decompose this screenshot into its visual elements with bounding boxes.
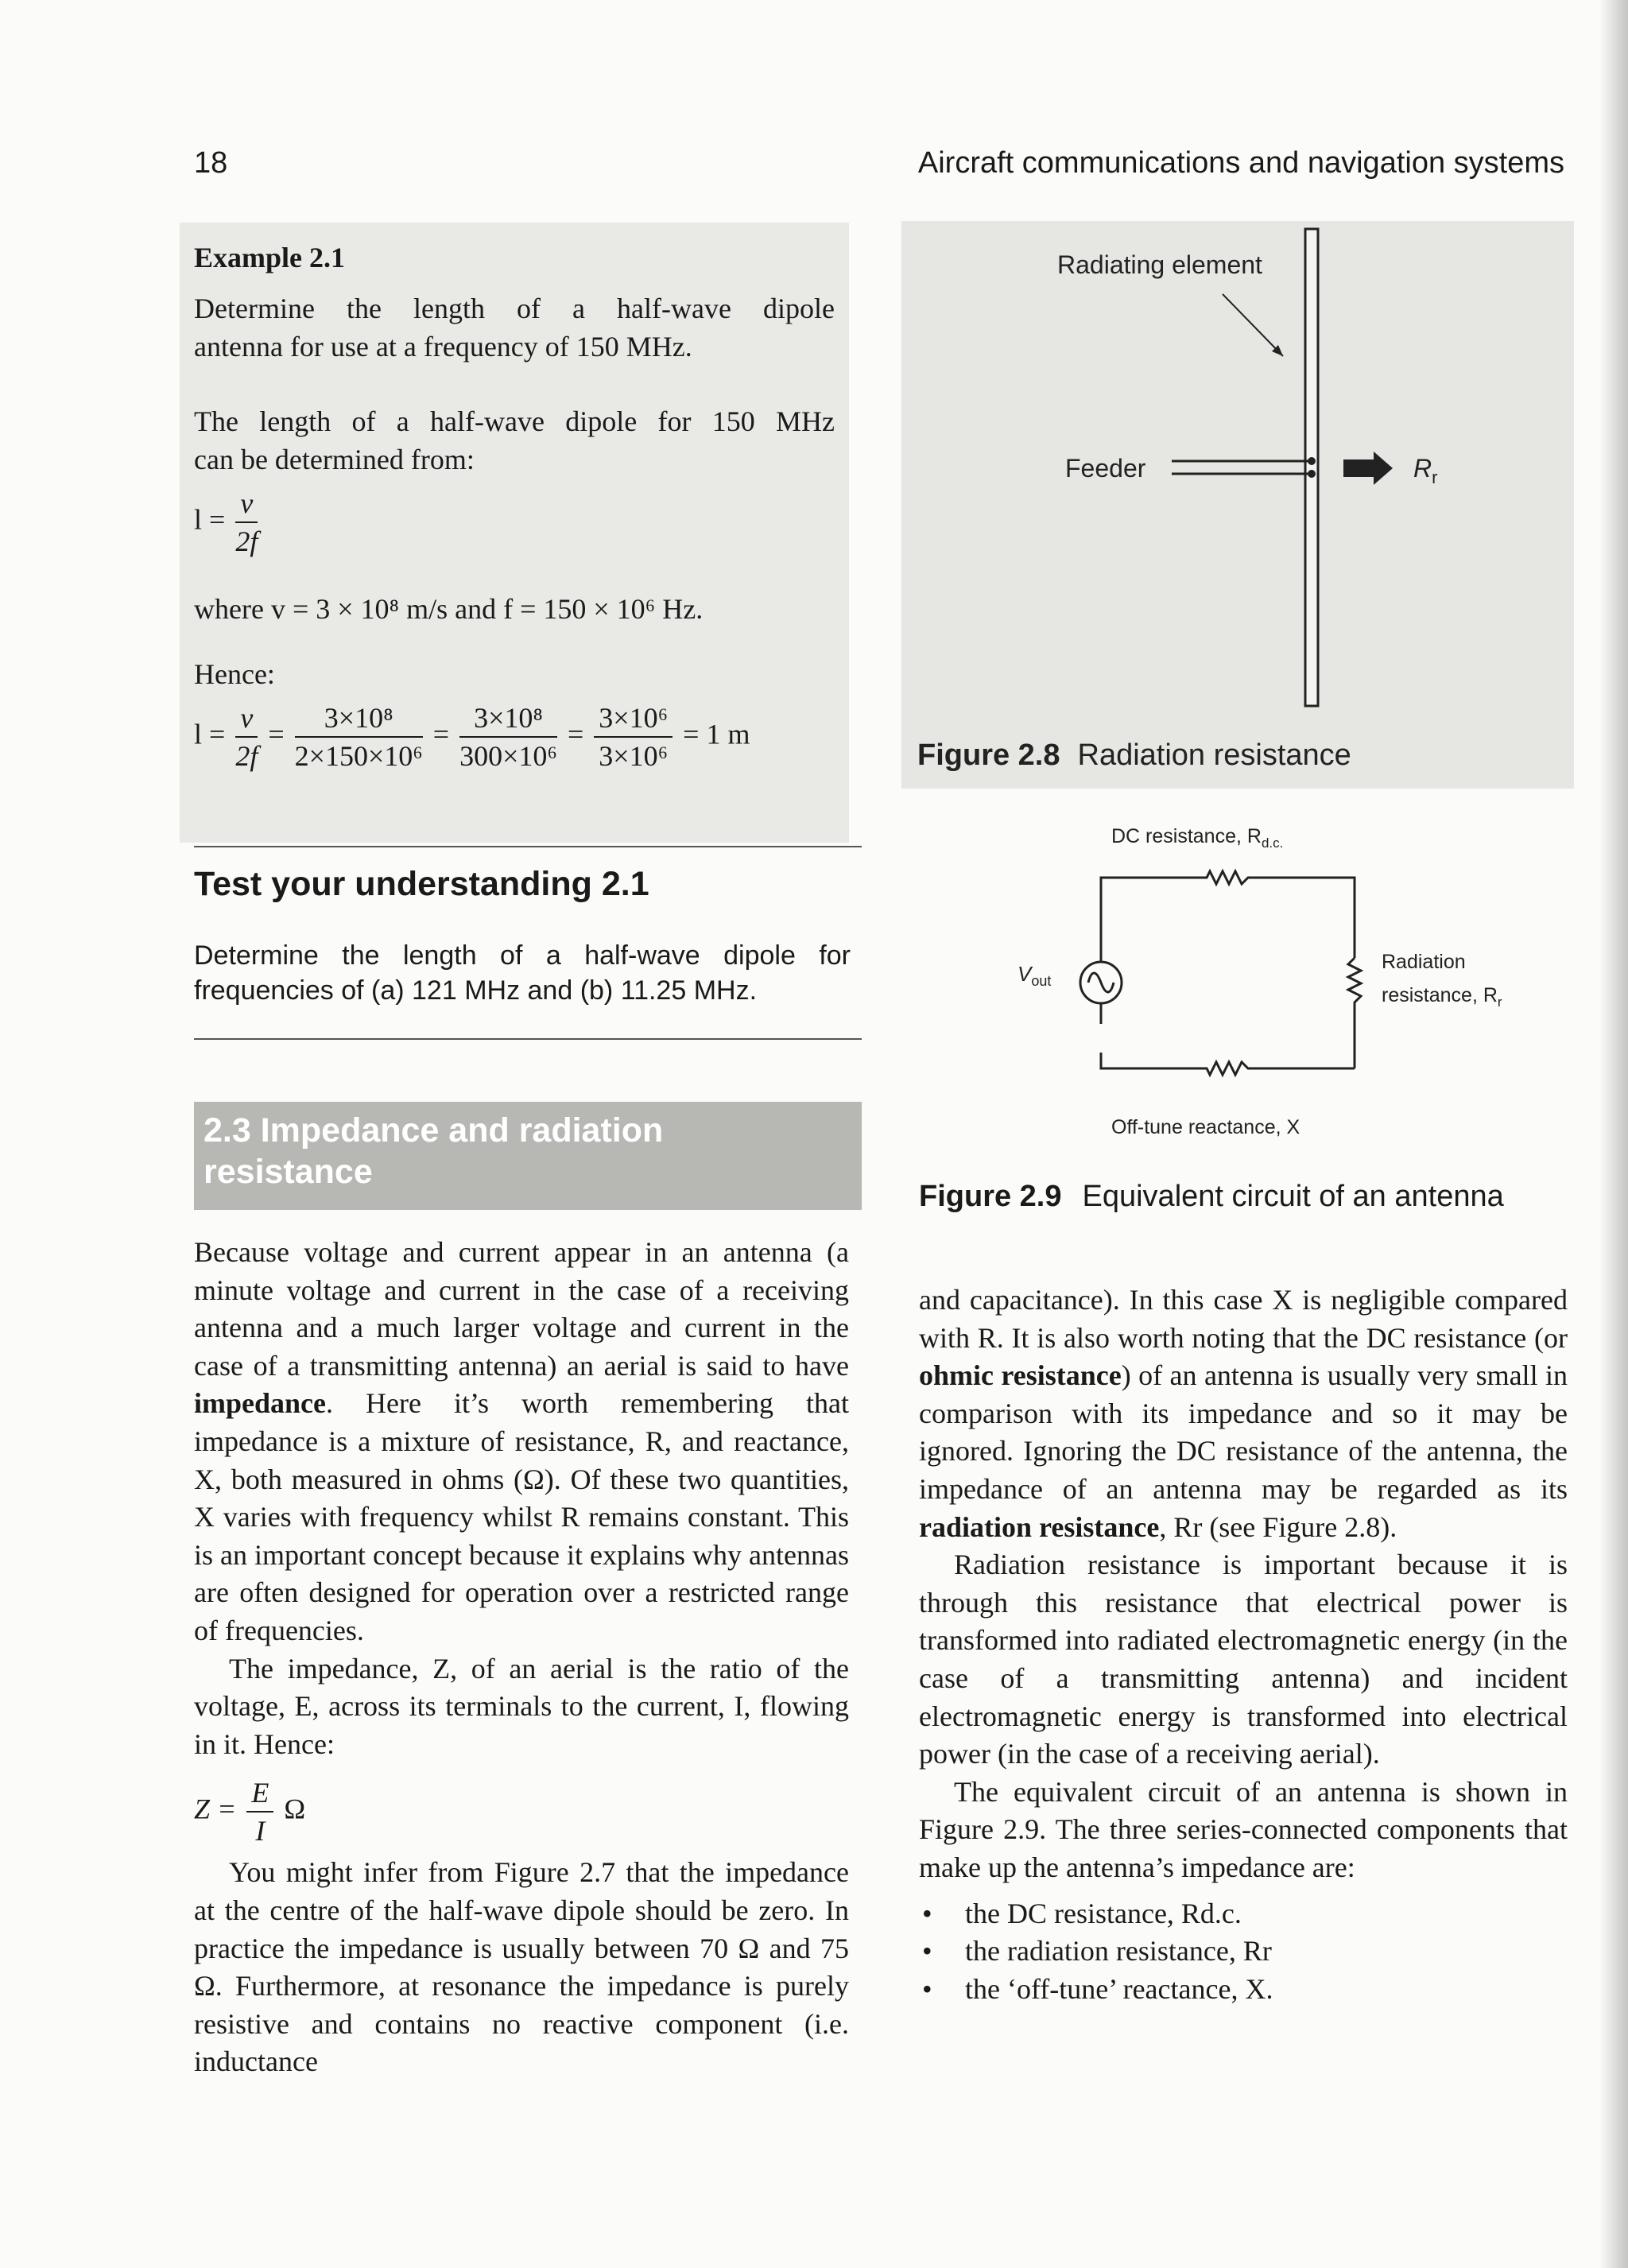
- figure-2-8-caption-text: Radiation resistance: [1077, 739, 1351, 772]
- list-item: • the radiation resistance, Rr: [919, 1933, 1568, 1971]
- dc-resistance-label-subscript: d.c.: [1261, 835, 1284, 851]
- example-hence: Hence:: [194, 658, 275, 690]
- circuit-top-wire: [1101, 871, 1355, 1024]
- example-formula: [194, 485, 261, 560]
- impedance-denominator: I: [255, 1815, 266, 1847]
- calc-den-1: 2×150×10⁶: [294, 740, 423, 772]
- vout-label: [1018, 962, 1051, 989]
- calc-num-1: 3×10⁸: [295, 700, 423, 738]
- left-para-1-text-a: Because voltage and current appear in an antenna (a minute voltage and current in the case of a receiving antenna and a much larger voltage and current in the case of a transmitting antenna) an aerial is said to have: [194, 1236, 849, 1382]
- right-para-1-text-c: , Rr (see Figure 2.8).: [1159, 1510, 1397, 1543]
- impedance-formula-lhs: Z =: [194, 1793, 237, 1825]
- impedance-unit: Ω: [284, 1793, 306, 1825]
- rr-label: [1413, 454, 1437, 487]
- test-question-line1: Determine the length of a half-wave dipole for: [194, 940, 851, 971]
- running-head: Aircraft communications and navigation systems: [917, 146, 1564, 180]
- element-pointer-line: [1223, 294, 1283, 356]
- calc-fraction-2: [459, 700, 557, 774]
- left-para-3: You might infer from Figure 2.7 that the impedance at the centre of the half-wave dipole should be zero. In practice the impedance is usually between 70 Ω and 75 Ω. Furthermore, at resonance the impedance is purely resistive and contains no reactive component (i.e. inductance: [194, 1856, 849, 2078]
- example-intro-line1: The length of a half-wave dipole for 150 MHz: [194, 405, 835, 437]
- figure-2-8-caption: [917, 739, 1351, 772]
- radiation-label-subscript: r: [1497, 994, 1502, 1010]
- figure-2-9-caption-number: Figure 2.9: [919, 1180, 1062, 1213]
- calc-lhs: l =: [194, 718, 226, 750]
- vout-label-subscript: out: [1031, 973, 1052, 989]
- calc-num-2: 3×10⁸: [459, 700, 557, 738]
- test-question-line2: frequencies of (a) 121 MHz and (b) 11.25 MHz.: [194, 975, 758, 1006]
- impedance-fraction: [246, 1774, 273, 1849]
- equivalent-circuit-diagram: [901, 814, 1574, 1100]
- left-para-1-text-b: . Here it’s worth remembering that impedance is a mixture of resistance, R, and reactance, X, both measured in ohms (Ω). Of these two quantities, X varies with frequency whilst R remains constant. This is an important concept because it explains why antennas are often designed for operation over a restricted range of frequencies.: [194, 1387, 849, 1646]
- radiation-label-line2-main: resistance, R: [1382, 984, 1498, 1006]
- impedance-bold: impedance: [194, 1387, 326, 1420]
- example-where: where v = 3 × 10⁸ m/s and f = 150 × 10⁶ Hz.: [194, 593, 704, 625]
- example-box: [180, 223, 849, 843]
- example-question-line2: antenna for use at a frequency of 150 MHz.: [194, 331, 692, 362]
- output-arrow-body: [1343, 459, 1375, 477]
- section-heading-box: [194, 1102, 862, 1210]
- feeder-junction-top: [1308, 457, 1316, 465]
- right-para-1-text-b: ) of an antenna is usually very small in comparison with its impedance and so it may be ignored. Ignoring the DC resistance of the antenna, the impedance of an antenna may be regarded as its: [919, 1359, 1568, 1505]
- right-para-1-text-a: and capacitance). In this case X is negligible compared with R. It is also worth noting that the DC resistance (or: [919, 1284, 1568, 1354]
- page-edge-shadow: [1599, 0, 1628, 2268]
- figure-2-9-caption: [919, 1180, 1504, 1214]
- section-heading-line1: 2.3 Impedance and radiation: [204, 1111, 664, 1150]
- calc-den-2: 300×10⁶: [459, 740, 557, 772]
- example-question-line1: Determine the length of a half-wave dipole: [194, 293, 835, 324]
- radiating-element-label: Radiating element: [1057, 250, 1262, 279]
- impedance-numerator: E: [246, 1774, 273, 1812]
- example-intro-line2: can be determined from:: [194, 444, 475, 475]
- section-heading-line2: resistance: [204, 1153, 373, 1191]
- calc-equals-1: =: [268, 718, 285, 750]
- output-arrow-head: [1374, 452, 1393, 485]
- dc-resistance-label: [1111, 825, 1283, 851]
- right-para-2: Radiation resistance is important because it is through this resistance that electrical power is transformed into radiated electromagnetic energy (in the case of a transmitting antenna) and incident electromagnetic energy is transformed into electrical power (in the case of a receiving aerial).: [919, 1549, 1568, 1770]
- ohmic-resistance-bold: ohmic resistance: [919, 1359, 1122, 1392]
- example-title: Example 2.1: [194, 242, 346, 273]
- left-para-2: The impedance, Z, of an aerial is the ratio of the voltage, E, across its terminals to the current, I, flowing in it. Hence:: [194, 1652, 849, 1760]
- feeder-junction-bottom: [1308, 470, 1316, 478]
- left-para-1: [194, 1234, 849, 1650]
- right-para-3: The equivalent circuit of an antenna is shown in Figure 2.9. The three series-connected components that make up the antenna’s impedance are:: [919, 1775, 1568, 1883]
- formula-numerator: v: [235, 485, 258, 523]
- impedance-formula: [194, 1774, 849, 1849]
- radiation-resistance-diagram: [901, 221, 1574, 789]
- left-column: [194, 1234, 849, 2081]
- list-item: • the DC resistance, Rd.c.: [919, 1895, 1568, 1933]
- calc-den-0: 2f: [235, 740, 258, 772]
- impedance-components-list: [919, 1895, 1568, 2009]
- formula-fraction: [235, 485, 258, 560]
- test-top-rule: [194, 846, 862, 847]
- radiating-element-rod: [1305, 229, 1318, 706]
- calc-num-0: v: [235, 700, 258, 738]
- figure-2-9-caption-text: Equivalent circuit of an antenna: [1082, 1180, 1504, 1213]
- radiation-resistor: [1348, 958, 1361, 1068]
- off-tune-reactance-label: Off-tune reactance, X: [1111, 1116, 1300, 1138]
- radiation-label-line1: Radiation: [1382, 951, 1466, 973]
- calc-fraction-3: [594, 700, 673, 774]
- circuit-bottom-wire: [1101, 1053, 1355, 1075]
- calc-fraction-1: [295, 700, 423, 774]
- right-column: [919, 1281, 1568, 2008]
- page-number: 18: [194, 146, 228, 180]
- list-item: • the ‘off-tune’ reactance, X.: [919, 1971, 1568, 2009]
- calc-den-3: 3×10⁶: [599, 740, 669, 772]
- calc-fraction-0: [235, 700, 258, 774]
- vout-label-main: V: [1018, 962, 1032, 986]
- calc-equals-3: =: [567, 718, 584, 750]
- calc-num-3: 3×10⁶: [594, 700, 673, 738]
- calc-result: = 1 m: [683, 718, 750, 750]
- rr-label-subscript: r: [1432, 467, 1438, 487]
- off-tune-label-holder: [901, 1105, 1574, 1153]
- calc-equals-2: =: [432, 718, 450, 750]
- radiation-label-line2: [1382, 984, 1502, 1010]
- figure-2-8-caption-number: Figure 2.8: [917, 739, 1060, 772]
- test-title: Test your understanding 2.1: [194, 865, 649, 903]
- dc-resistance-label-main: DC resistance, R: [1111, 825, 1262, 847]
- rr-label-main: R: [1413, 454, 1432, 483]
- formula-denominator: 2f: [235, 525, 258, 557]
- formula-lhs: l =: [194, 503, 226, 536]
- example-calculation: [194, 700, 750, 774]
- figure-2-8: [901, 221, 1574, 789]
- feeder-label: Feeder: [1065, 454, 1146, 483]
- radiation-resistance-bold: radiation resistance: [919, 1510, 1160, 1543]
- test-bottom-rule: [194, 1038, 862, 1040]
- right-para-1: [919, 1281, 1568, 1546]
